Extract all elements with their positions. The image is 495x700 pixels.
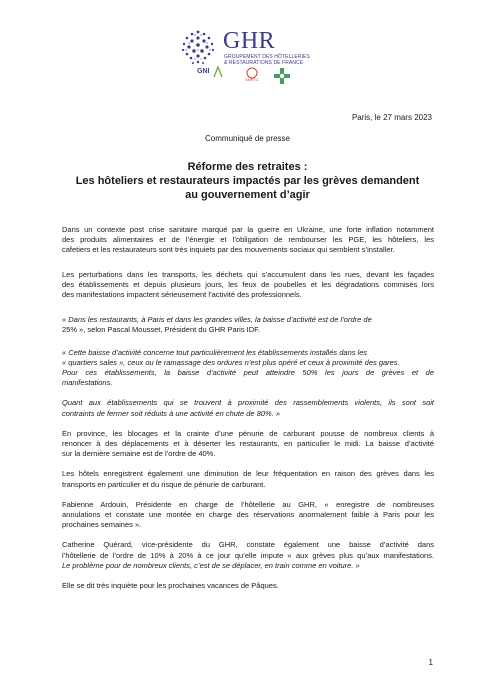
logo-tagline-line-2: & RESTAURATIONS DE FRANCE: [224, 60, 304, 66]
text-line: Le problème pour de nombreux clients, c’est de se déplacer, en train comme en voiture. »: [62, 560, 360, 570]
text-line: renoncer à des déplacements et à déserter les restaurants, en particulier le midi. La baisse d’activité: [62, 439, 434, 449]
text-line: Quant aux établissements qui se trouvent à proximité des rassemblements violents, ils sont soit: [62, 398, 434, 408]
logo-tagline-line-1: GROUPEMENT DES HÔTELLERIES: [224, 54, 310, 60]
press-release-body: [62, 225, 434, 591]
globe-dots-icon: [178, 28, 218, 68]
text-line: « Cette baisse d’activité concerne tout particulièrement les établissements installés dans les: [62, 347, 368, 357]
text-line: prochaines semaines ».: [62, 520, 142, 530]
text-line: « Dans les restaurants, à Paris et dans les grandes villes, la baisse d’activité est de l’ordre de: [62, 315, 372, 325]
text-line: transports en particulier et du risque de pénurie de carburant.: [62, 479, 266, 489]
paragraph: [62, 581, 434, 591]
text-line: Elle se dit très inquiète pour les prochaines vacances de Pâques.: [62, 581, 279, 591]
text-line: 25% », selon Pascal Mousset, Président du GHR Paris IDF.: [62, 325, 261, 335]
logo-wordmark: GHR: [223, 28, 276, 54]
gni-logo: GNI: [197, 68, 210, 75]
paragraph: [62, 429, 434, 460]
text-line: En province, les blocages et la crainte d’une pénurie de carburant pousse de nombreux clients à: [62, 428, 434, 438]
text-line: l’hôtellerie de l’ordre de 10% à 20% à ce jour qu’elle impute « aux grèves plus qu’aux manifestations.: [62, 550, 434, 560]
text-line: Dans un contexte post crise sanitaire marqué par la guerre en Ukraine, une forte inflation notamment: [62, 225, 434, 234]
quote-paragraph: [62, 315, 434, 335]
paragraph: [62, 540, 434, 571]
quote-paragraph: [62, 398, 434, 418]
press-release-title: [40, 160, 455, 202]
text-line: Fabienne Ardouin, Présidente en charge de l’hôtellerie au GHR, « enregistre de nombreuses: [62, 499, 434, 509]
text-line: annulations et constate une montée en charge des réservations anormalement faible à Paris pour les: [62, 510, 434, 520]
quote-paragraph: [62, 348, 434, 389]
document-date: Paris, le 27 mars 2023: [351, 113, 432, 122]
paragraph: [62, 500, 434, 531]
partner-logos: [197, 66, 317, 86]
title-line: Réforme des retraites :: [187, 161, 308, 173]
paragraph: [62, 225, 434, 256]
text-line: des produits alimentaires et de l’énergie et l’obligation de rembourser les PGE, les hôteliers, les: [62, 235, 434, 245]
text-line: sur la dernière semaine est de l’ordre de 40%.: [62, 449, 216, 459]
text-line: Les perturbations dans les transports, les déchets qui s’accumulent dans les rues, devant les façades: [62, 269, 434, 279]
text-line: « quartiers sales », ceux ou le ramassage des ordures n’est plus opéré et ceux à proximité des gares.: [62, 357, 400, 367]
page-number: 1: [428, 658, 433, 667]
title-line: au gouvernement d’agir: [185, 189, 310, 201]
partner-plus-logo-icon: [272, 66, 292, 86]
text-line: des établissements et depuis plusieurs jours, les feux de poubelles et les dégradations commises lors: [62, 279, 434, 289]
paragraph: [62, 270, 434, 301]
text-line: Catherine Quérard, vice-présidente du GHR, constate également une baisse d’activité dans: [62, 540, 434, 550]
text-line: manifestations.: [62, 378, 113, 388]
text-line: contraints de fermer soit réduits à une activité en chute de 80%. »: [62, 408, 281, 418]
text-line: Les hôtels enregistrent également une diminution de leur fréquentation en raison des grèves dans les: [62, 469, 434, 479]
document-type: Communiqué de presse: [205, 134, 290, 143]
synhorcat-logo-icon: [241, 67, 263, 82]
text-line: Pour ces établissements, la baisse d’activité peut atteindre 50% les jours de grèves et de: [62, 368, 434, 378]
gni-mark-icon: [213, 66, 223, 78]
logo-tagline: [224, 54, 310, 66]
text-line: des manifestations impactent sérieusement l’activité des professionnels.: [62, 290, 302, 300]
svg-text:SNRTC: SNRTC: [245, 77, 259, 82]
paragraph: [62, 469, 434, 489]
title-line: Les hôteliers et restaurateurs impactés par les grèves demandent: [75, 175, 420, 187]
text-line: cafetiers et les restaurateurs sont très inquiets par des mouvements sociaux qui semblent s’installer.: [62, 245, 395, 255]
